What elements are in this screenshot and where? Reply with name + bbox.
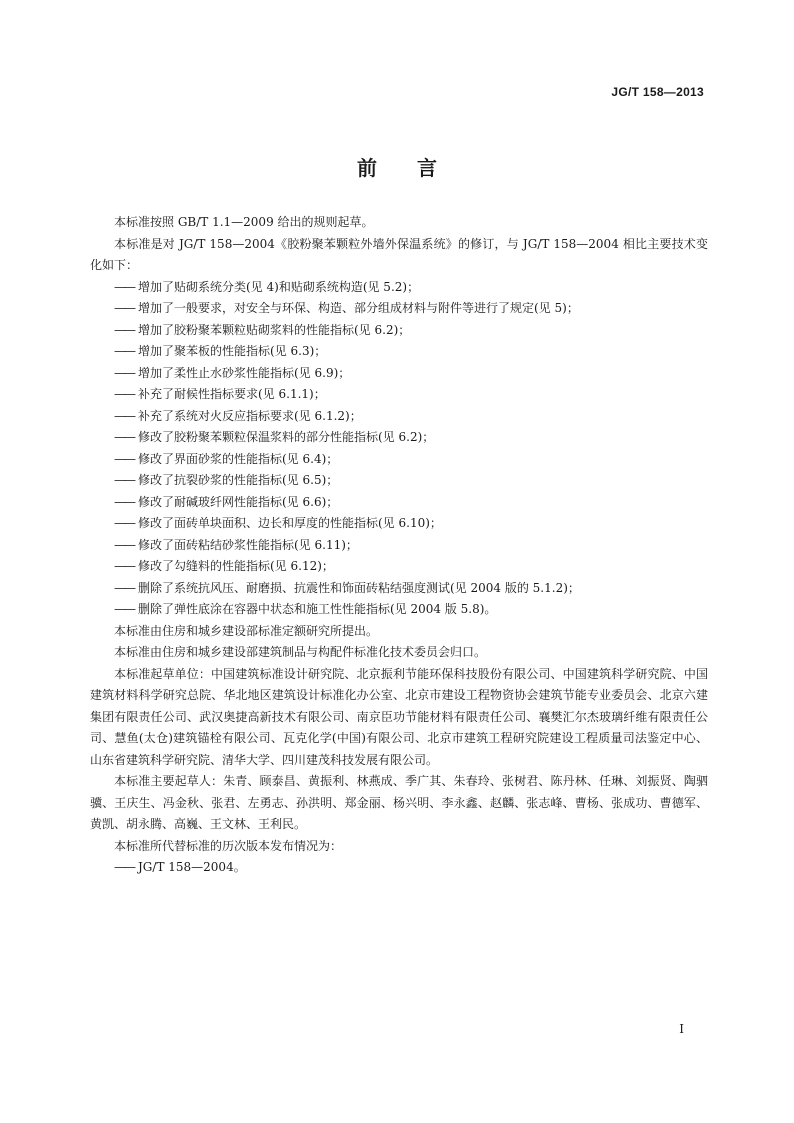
change-text: 修改了面砖单块面积、边长和厚度的性能指标(见 6.10)； [138,516,442,530]
dash-marker: —— [114,430,134,444]
change-item [90,277,708,299]
change-text: 删除了系统抗风压、耐磨损、抗震性和饰面砖粘结强度测试(见 2004 版的 5.1.2)； [138,580,580,595]
document-body [90,212,708,879]
dash-marker: —— [114,860,134,874]
change-text: 修改了抗裂砂浆的性能指标(见 6.5)； [138,473,339,487]
change-item [90,492,708,514]
change-item [90,384,708,406]
change-item [90,449,708,471]
standard-code: JG/T 158—2013 [611,85,704,99]
paragraph-revision-intro: 本标准是对 JG/T 158—2004《胶粉聚苯颗粒外墙外保温系统》的修订，与 JG/T 158—2004 相比主要技术变化如下： [90,236,708,272]
change-item [90,298,708,320]
change-item [90,341,708,363]
history-text: JG/T 158—2004。 [138,860,246,874]
dash-marker: —— [114,451,134,466]
page-title: 前言 [357,156,477,180]
dash-marker: —— [114,365,134,380]
dash-marker: —— [114,602,134,616]
dash-marker: —— [114,473,134,487]
dash-marker: —— [114,537,134,552]
change-text: 增加了贴砌系统分类(见 4)和贴砌系统构造(见 5.2)； [138,279,420,294]
change-text: 增加了聚苯板的性能指标(见 6.3)； [138,344,327,358]
paragraph-drafters: 本标准主要起草人：朱青、顾泰昌、黄振利、林燕成、季广其、朱春玲、张树君、陈丹林、任琳、刘振贤、陶驷骥、王庆生、冯金秋、张君、左勇志、孙洪明、郑金丽、杨兴明、李永鑫、赵麟、张志峰、曹杨、张成功、曹德军、黄凯、胡永腾、高巍、王文林、王利民。 [90,774,708,831]
change-item [90,363,708,385]
change-text: 修改了勾缝料的性能指标(见 6.12)； [138,559,334,573]
dash-marker: —— [114,580,134,595]
dash-marker: —— [114,344,134,358]
change-text: 补充了耐候性指标要求(见 6.1.1)； [138,387,326,401]
page-number: I [679,1022,684,1036]
change-text: 删除了弹性底涂在容器中状态和施工性性能指标(见 2004 版 5.8)。 [138,602,497,616]
change-text: 修改了界面砂浆的性能指标(见 6.4)； [138,451,339,466]
dash-marker: —— [114,408,134,423]
change-text: 增加了一般要求，对安全与环保、构造、部分组成材料与附件等进行了规定(见 5)； [138,301,579,315]
dash-marker: —— [114,322,134,337]
paragraph-drafting-units: 本标准起草单位：中国建筑标准设计研究院、北京振利节能环保科技股份有限公司、中国建筑科学研究院、中国建筑材料科学研究总院、华北地区建筑设计标准化办公室、北京市建设工程物资协会建筑节能专业委员会、北京六建集团有限责任公司、武汉奥捷高新技术有限公司、南京臣功节能材料有限责任公司、襄樊汇尔杰玻璃纤维有限责任公司、慧鱼(太仓)建筑锚栓有限公司、瓦克化学(中国)有限公司、北京市建筑工程研究院建设工程质量司法鉴定中心、山东省建筑科学研究院、清华大学、四川建茂科技发展有限公司。 [90,666,708,767]
change-text: 修改了耐碱玻纤网性能指标(见 6.6)； [138,494,339,509]
change-item [90,427,708,449]
paragraph-administrator: 本标准由住房和城乡建设部建筑制品与构配件标准化技术委员会归口。 [114,645,487,659]
change-text: 修改了面砖粘结砂浆性能指标(见 6.11)； [138,537,358,552]
change-text: 补充了系统对火反应指标要求(见 6.1.2)； [138,408,362,423]
history-item [90,857,708,879]
paragraph-history-intro: 本标准所代替标准的历次版本发布情况为： [114,838,343,853]
change-item [90,406,708,428]
change-item [90,578,708,600]
dash-marker: —— [114,279,134,294]
change-item [90,470,708,492]
dash-marker: —— [114,494,134,509]
dash-marker: —— [114,559,134,573]
change-text: 增加了胶粉聚苯颗粒贴砌浆料的性能指标(见 6.2)； [138,322,411,337]
change-item [90,513,708,535]
change-item [90,599,708,621]
dash-marker: —— [114,387,134,401]
change-item [90,535,708,557]
change-item [90,556,708,578]
change-text: 增加了柔性止水砂浆性能指标(见 6.9)； [138,365,351,380]
paragraph-proposer: 本标准由住房和城乡建设部标准定额研究所提出。 [114,623,379,638]
dash-marker: —— [114,301,134,315]
dash-marker: —— [114,516,134,530]
paragraph-drafting-rule: 本标准按照 GB/T 1.1—2009 给出的规则起草。 [114,215,374,229]
change-item [90,320,708,342]
change-text: 修改了胶粉聚苯颗粒保温浆料的部分性能指标(见 6.2)； [138,430,435,444]
